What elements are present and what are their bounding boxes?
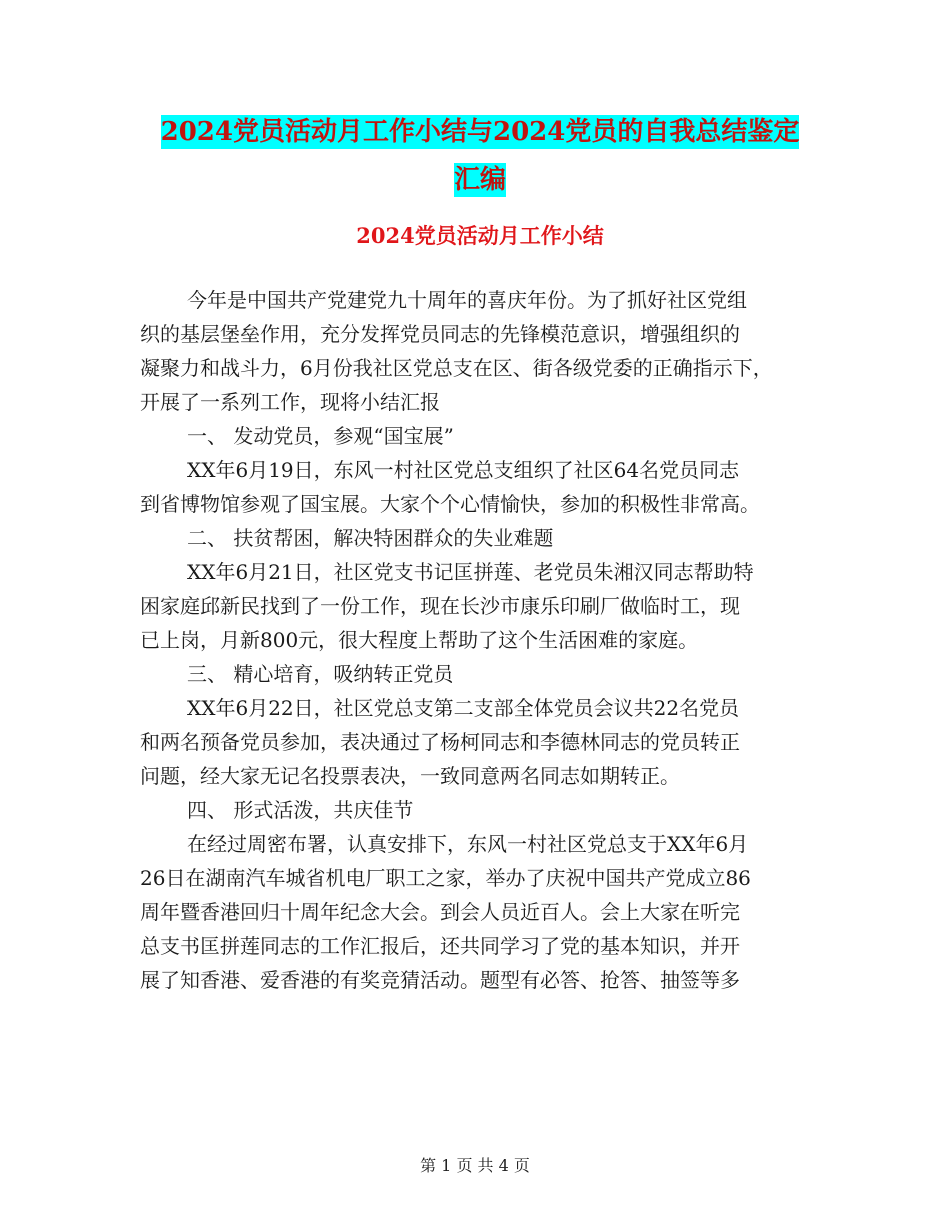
body-line: 三、 精心培育，吸纳转正党员 bbox=[187, 662, 454, 686]
body-line: 总支书匡拼莲同志的工作汇报后，还共同学习了党的基本知识，并开 bbox=[140, 934, 740, 958]
body-line: 织的基层堡垒作用，充分发挥党员同志的先锋模范意识，增强组织的 bbox=[140, 322, 740, 346]
title-line-1: 2024党员活动月工作小结与2024党员的自我总结鉴定 bbox=[160, 117, 800, 147]
body-line: 开展了一系列工作，现将小结汇报 bbox=[140, 390, 440, 414]
body-line: 到省博物馆参观了国宝展。大家个个心情愉快，参加的积极性非常高。 bbox=[140, 492, 760, 516]
body-line: 凝聚力和战斗力，6月份我社区党总支在区、街各级党委的正确指示下， bbox=[140, 356, 773, 380]
document-title bbox=[140, 108, 820, 204]
body-line: 四、 形式活泼，共庆佳节 bbox=[187, 798, 414, 822]
body-line: 问题，经大家无记名投票表决，一致同意两名同志如期转正。 bbox=[140, 764, 680, 788]
body-line: 和两名预备党员参加，表决通过了杨柯同志和李德林同志的党员转正 bbox=[140, 730, 740, 754]
body-line: 在经过周密布署，认真安排下，东风一村社区党总支于XX年6月 bbox=[187, 832, 749, 856]
body-line: XX年6月21日，社区党支书记匡拼莲、老党员朱湘汉同志帮助特 bbox=[187, 560, 754, 584]
body-line: 今年是中国共产党建党九十周年的喜庆年份。为了抓好社区党组 bbox=[187, 288, 747, 312]
document-body bbox=[140, 283, 820, 997]
body-line: 26日在湖南汽车城省机电厂职工之家，举办了庆祝中国共产党成立86 bbox=[140, 866, 751, 890]
section-title: 2024党员活动月工作小结 bbox=[356, 223, 604, 248]
body-line: 二、 扶贫帮困，解决特困群众的失业难题 bbox=[187, 526, 554, 550]
body-line: 一、 发动党员，参观“国宝展” bbox=[187, 424, 454, 448]
body-line: XX年6月19日，东风一村社区党总支组织了社区64名党员同志 bbox=[187, 458, 740, 482]
body-line: 展了知香港、爱香港的有奖竞猜活动。题型有必答、抢答、抽签等多 bbox=[140, 968, 740, 992]
title-line-2: 汇编 bbox=[453, 165, 506, 195]
body-line: 已上岗，月新800元，很大程度上帮助了这个生活困难的家庭。 bbox=[140, 628, 699, 652]
body-line: 周年暨香港回归十周年纪念大会。到会人员近百人。会上大家在听完 bbox=[140, 900, 740, 924]
page-footer: 第 1 页 共 4 页 bbox=[420, 1156, 530, 1175]
body-line: 困家庭邱新民找到了一份工作，现在长沙市康乐印刷厂做临时工，现 bbox=[140, 594, 740, 618]
body-line: XX年6月22日，社区党总支第二支部全体党员会议共22名党员 bbox=[187, 696, 740, 720]
